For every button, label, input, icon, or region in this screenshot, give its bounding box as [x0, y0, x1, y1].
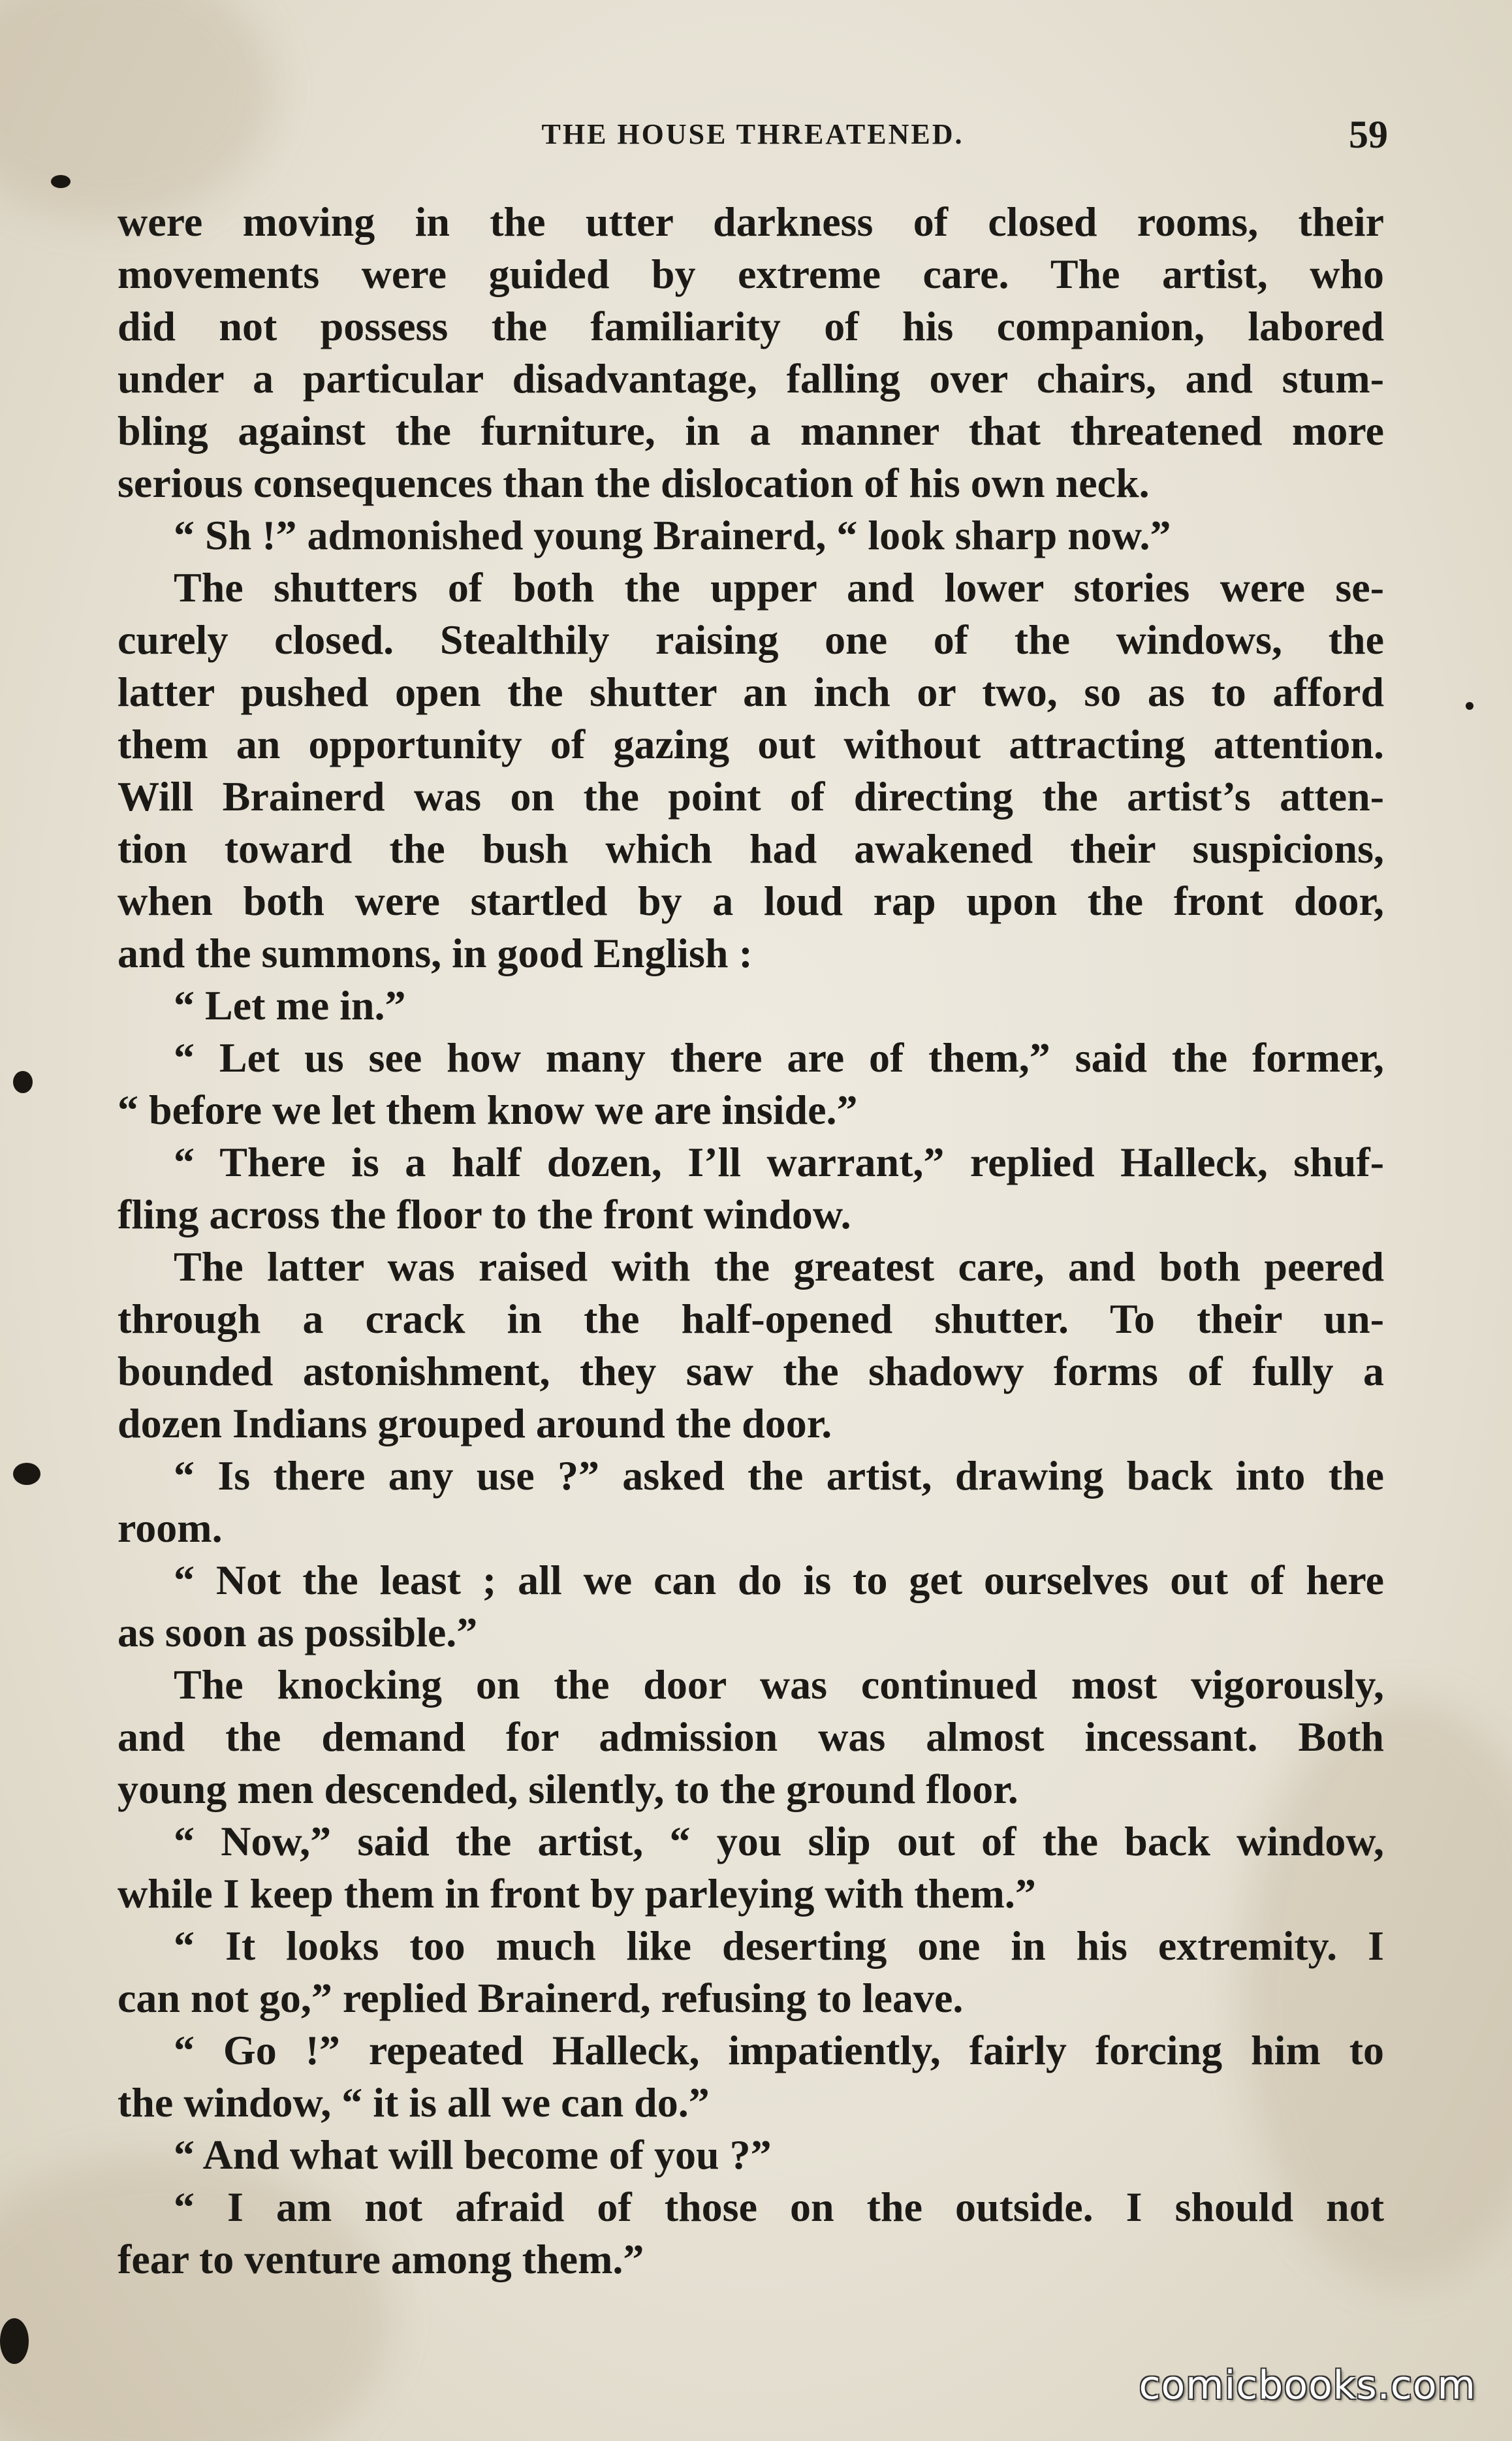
ink-speck — [13, 1463, 40, 1485]
ink-speck — [13, 1071, 33, 1093]
text-line: “ Is there any use ?” asked the artist, drawing back into the — [174, 1452, 1384, 1499]
text-line: and the demand for admission was almost incessant. Both — [118, 1714, 1384, 1760]
text-line: fling across the floor to the front window. — [118, 1191, 851, 1237]
text-line: “ before we let them know we are inside.” — [118, 1087, 858, 1133]
text-line: The shutters of both the upper and lower stories were se- — [174, 564, 1384, 611]
text-line: curely closed. Stealthily raising one of the windows, the — [118, 616, 1384, 663]
text-line: bounded astonishment, they saw the shadowy forms of fully a — [118, 1348, 1384, 1394]
page-number: 59 — [1349, 113, 1388, 156]
text-line: “ It looks too much like deserting one in his extremity. I — [174, 1922, 1384, 1969]
text-line: The knocking on the door was continued most vigorously, — [174, 1661, 1384, 1708]
running-head — [118, 112, 1388, 158]
text-line: the window, “ it is all we can do.” — [118, 2079, 710, 2126]
text-line: did not possess the familiarity of his companion, labored — [118, 303, 1384, 349]
paper-stain — [0, 0, 274, 222]
text-line: dozen Indians grouped around the door. — [118, 1400, 832, 1446]
text-line: The latter was raised with the greatest care, and both peered — [174, 1243, 1384, 1290]
body-text — [118, 196, 1384, 2286]
text-line: them an opportunity of gazing out without attracting attention. — [118, 721, 1384, 767]
text-line: under a particular disadvantage, falling over chairs, and stum- — [118, 355, 1384, 402]
text-line: fear to venture among them.” — [118, 2236, 644, 2282]
text-line: young men descended, silently, to the ground floor. — [118, 1766, 1018, 1812]
text-line: latter pushed open the shutter an inch or two, so as to afford — [118, 669, 1384, 715]
text-line: as soon as possible.” — [118, 1609, 478, 1655]
ink-speck — [51, 175, 71, 188]
ink-speck — [1466, 702, 1473, 710]
text-line: “ There is a half dozen, I’ll warrant,” replied Halleck, shuf- — [174, 1139, 1384, 1185]
text-line: room. — [118, 1505, 223, 1551]
text-line: when both were startled by a loud rap upon the front door, — [118, 878, 1384, 924]
text-line: “ Now,” said the artist, “ you slip out of the back window, — [174, 1818, 1384, 1864]
text-line: serious consequences than the dislocation of his own neck. — [118, 460, 1150, 506]
text-line: “ Let me in.” — [174, 982, 406, 1029]
text-line: can not go,” replied Brainerd, refusing to leave. — [118, 1975, 964, 2021]
text-line: movements were guided by extreme care. The artist, who — [118, 251, 1384, 297]
text-line: tion toward the bush which had awakened their suspicions, — [118, 825, 1384, 872]
ink-speck — [0, 2318, 29, 2364]
text-line: “ Sh !” admonished young Brainerd, “ look sharp now.” — [174, 512, 1171, 558]
text-line: bling against the furniture, in a manner that threatened more — [118, 407, 1384, 454]
text-line: through a crack in the half-opened shutter. To their un- — [118, 1296, 1384, 1342]
text-line: “ And what will become of you ?” — [174, 2131, 772, 2178]
text-line: “ I am not afraid of those on the outside. I should not — [174, 2184, 1384, 2230]
text-line: “ Not the least ; all we can do is to get ourselves out of here — [174, 1557, 1384, 1603]
running-title: THE HOUSE THREATENED. — [541, 118, 964, 150]
text-line: Will Brainerd was on the point of directing the artist’s atten- — [118, 773, 1384, 820]
text-line: while I keep them in front by parleying with them.” — [118, 1870, 1036, 1917]
text-line: and the summons, in good English : — [118, 930, 753, 976]
text-line: “ Go !” repeated Halleck, impatiently, fairly forcing him to — [174, 2027, 1384, 2073]
watermark-text: comicbooks.com — [1139, 2363, 1476, 2408]
text-line: were moving in the utter darkness of closed rooms, their — [118, 199, 1384, 245]
text-line: “ Let us see how many there are of them,” said the former, — [174, 1034, 1384, 1081]
